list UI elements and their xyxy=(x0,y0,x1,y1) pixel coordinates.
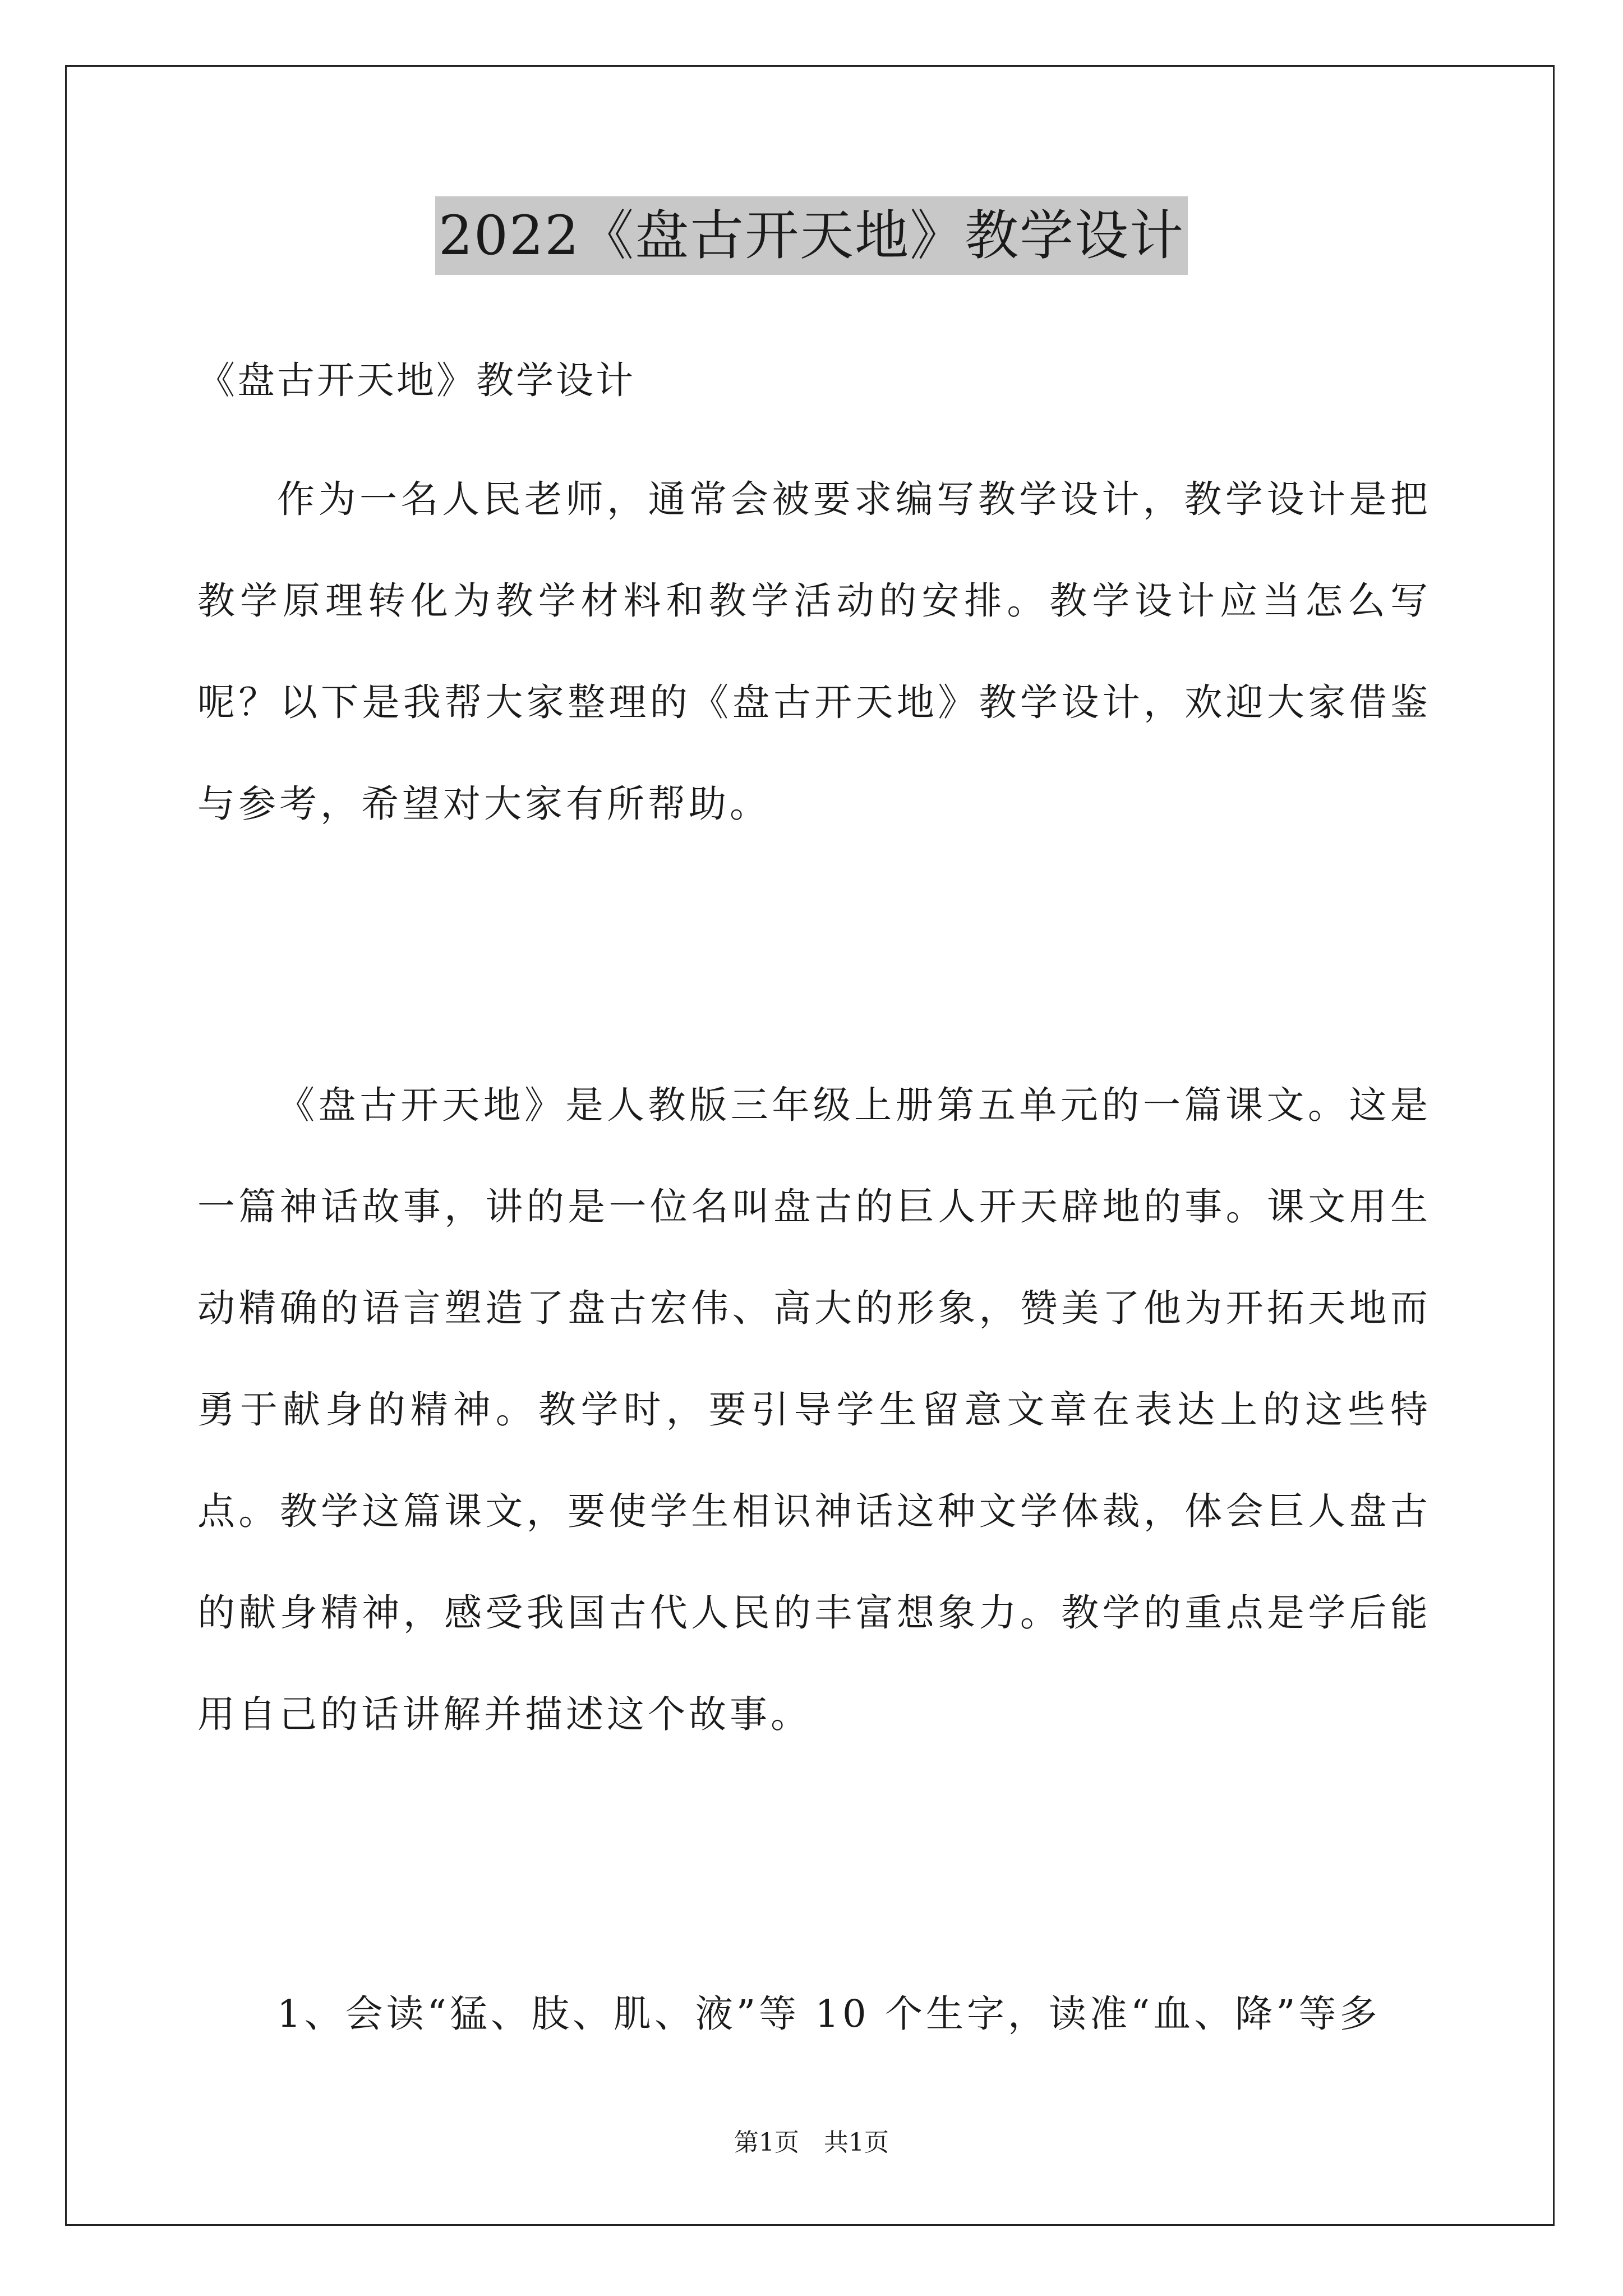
document-title: 2022《盘古开天地》教学设计 xyxy=(435,196,1188,275)
intro-paragraph: 作为一名人民老师，通常会被要求编写教学设计，教学设计是把教学原理转化为教学材料和教学活动的安排。教学设计应当怎么写呢？以下是我帮大家整理的《盘古开天地》教学设计，欢迎大家借鉴与参考，希望对大家有所帮助。 xyxy=(197,477,1431,826)
analysis-paragraph: 《盘古开天地》是人教版三年级上册第五单元的一篇课文。这是一篇神话故事，讲的是一位名叫盘古的巨人开天辟地的事。课文用生动精确的语言塑造了盘古宏伟、高大的形象，赞美了他为开拓天地而勇于献身的精神。教学时，要引导学生留意文章在表达上的这些特点。教学这篇课文，要使学生相识神话这种文学体裁，体会巨人盘古的献身精神，感受我国古代人民的丰富想象力。教学的重点是学后能用自己的话讲解并描述这个故事。 xyxy=(197,1083,1431,1736)
page-footer: 第1页 共1页 xyxy=(734,2128,889,2157)
document-subtitle: 《盘古开天地》教学设计 xyxy=(197,358,635,402)
title-container xyxy=(0,196,1623,275)
goal-paragraph: 1、会读“猛、肢、肌、液”等 10 个生字，读准“血、降”等多 xyxy=(277,1992,1381,2036)
